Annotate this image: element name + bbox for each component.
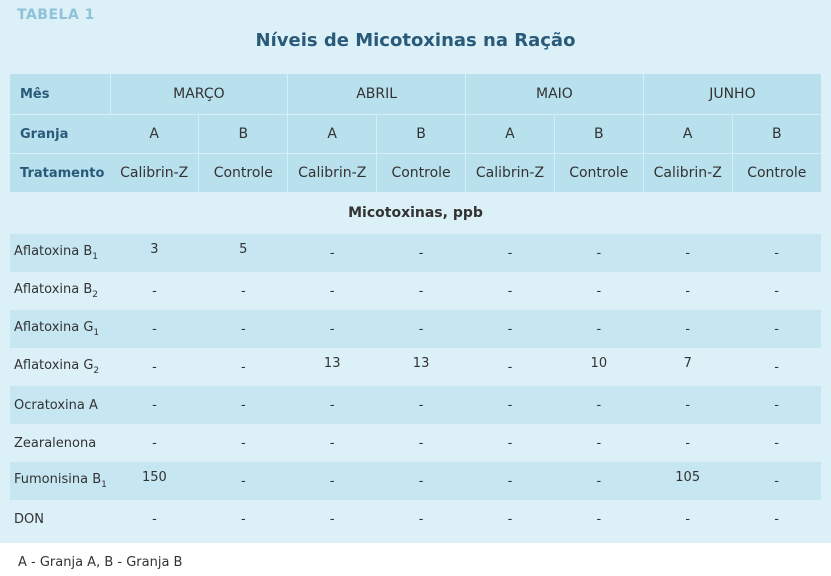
value-cell: - bbox=[554, 234, 643, 272]
treatment-cell: Calibrin-Z bbox=[110, 154, 199, 193]
value-cell: - bbox=[732, 348, 821, 386]
table-row bbox=[10, 424, 821, 462]
row-label-text: Fumonisina B bbox=[14, 472, 102, 487]
table-row bbox=[10, 386, 821, 424]
row-label bbox=[10, 386, 110, 424]
value-cell: - bbox=[466, 500, 555, 538]
value-cell: 10 bbox=[554, 348, 643, 386]
month-header: JUNHO bbox=[643, 74, 821, 115]
data-body bbox=[10, 234, 821, 538]
value-cell: - bbox=[199, 500, 288, 538]
value-cell: - bbox=[377, 272, 466, 310]
value-cell: - bbox=[466, 424, 555, 462]
row-label-subscript: 2 bbox=[93, 366, 100, 376]
row-label bbox=[10, 272, 110, 310]
value-cell: 3 bbox=[110, 234, 199, 272]
treatment-cell: Controle bbox=[732, 154, 821, 193]
table-row bbox=[10, 348, 821, 386]
value-cell: - bbox=[199, 272, 288, 310]
treatment-cell: Calibrin-Z bbox=[466, 154, 555, 193]
month-row bbox=[10, 74, 821, 115]
value-cell: - bbox=[288, 234, 377, 272]
table-row bbox=[10, 234, 821, 272]
footnote: A - Granja A, B - Granja B bbox=[18, 555, 183, 570]
value-cell: - bbox=[732, 462, 821, 500]
treatment-row bbox=[10, 154, 821, 193]
value-cell: - bbox=[732, 424, 821, 462]
granja-cell: B bbox=[732, 115, 821, 154]
value-cell: - bbox=[110, 272, 199, 310]
value-cell: - bbox=[110, 386, 199, 424]
value-cell: - bbox=[110, 424, 199, 462]
value-cell: - bbox=[643, 500, 732, 538]
value-cell: - bbox=[466, 272, 555, 310]
granja-cell: A bbox=[110, 115, 199, 154]
row-label-text: Aflatoxina G bbox=[14, 320, 94, 335]
value-cell: - bbox=[199, 424, 288, 462]
treatment-label: Tratamento bbox=[10, 154, 110, 193]
table-row bbox=[10, 272, 821, 310]
value-cell: - bbox=[732, 234, 821, 272]
value-cell: - bbox=[732, 500, 821, 538]
value-cell: - bbox=[554, 386, 643, 424]
value-cell: - bbox=[199, 310, 288, 348]
treatment-cell: Calibrin-Z bbox=[288, 154, 377, 193]
granja-row bbox=[10, 115, 821, 154]
table-tag: TABELA 1 bbox=[17, 7, 95, 23]
value-cell: - bbox=[554, 424, 643, 462]
value-cell: - bbox=[466, 462, 555, 500]
value-cell: - bbox=[288, 424, 377, 462]
value-cell: - bbox=[732, 310, 821, 348]
mycotoxin-table bbox=[10, 74, 821, 538]
treatment-cell: Controle bbox=[199, 154, 288, 193]
row-label bbox=[10, 310, 110, 348]
value-cell: - bbox=[732, 386, 821, 424]
value-cell: - bbox=[554, 310, 643, 348]
table-title: Níveis de Micotoxinas na Ração bbox=[255, 30, 576, 51]
value-cell: - bbox=[732, 272, 821, 310]
value-cell: - bbox=[554, 500, 643, 538]
value-cell: - bbox=[377, 500, 466, 538]
value-cell: 105 bbox=[643, 462, 732, 500]
row-label bbox=[10, 348, 110, 386]
row-label-subscript: 1 bbox=[92, 252, 98, 262]
value-cell: 150 bbox=[110, 462, 199, 500]
month-header: ABRIL bbox=[288, 74, 466, 115]
value-cell: - bbox=[377, 424, 466, 462]
value-cell: - bbox=[466, 310, 555, 348]
treatment-cell: Controle bbox=[377, 154, 466, 193]
value-cell: - bbox=[377, 310, 466, 348]
row-label-text: Aflatoxina B bbox=[14, 282, 93, 297]
value-cell: - bbox=[643, 272, 732, 310]
value-cell: - bbox=[643, 424, 732, 462]
granja-label: Granja bbox=[10, 115, 110, 154]
value-cell: - bbox=[377, 234, 466, 272]
row-label-text: Ocratoxina A bbox=[14, 397, 98, 413]
value-cell: 5 bbox=[199, 234, 288, 272]
row-label-subscript: 2 bbox=[92, 290, 98, 300]
row-label-text: Aflatoxina B bbox=[14, 244, 93, 259]
value-cell: - bbox=[288, 310, 377, 348]
value-cell: - bbox=[466, 386, 555, 424]
value-cell: - bbox=[199, 386, 288, 424]
row-label bbox=[10, 462, 110, 500]
row-label-text: Aflatoxina G bbox=[14, 358, 94, 373]
value-cell: 7 bbox=[643, 348, 732, 386]
table-row bbox=[10, 462, 821, 500]
value-cell: - bbox=[466, 348, 555, 386]
value-cell: - bbox=[554, 462, 643, 500]
value-cell: - bbox=[288, 386, 377, 424]
granja-cell: A bbox=[466, 115, 555, 154]
table-row bbox=[10, 500, 821, 538]
value-cell: - bbox=[377, 386, 466, 424]
month-header: MAIO bbox=[466, 74, 644, 115]
value-cell: - bbox=[199, 462, 288, 500]
granja-cell: B bbox=[554, 115, 643, 154]
row-label bbox=[10, 500, 110, 538]
granja-cell: B bbox=[199, 115, 288, 154]
row-label bbox=[10, 234, 110, 272]
granja-cell: A bbox=[643, 115, 732, 154]
value-cell: - bbox=[377, 462, 466, 500]
treatment-cell: Calibrin-Z bbox=[643, 154, 732, 193]
value-cell: - bbox=[643, 310, 732, 348]
month-label: Mês bbox=[10, 74, 110, 115]
value-cell: - bbox=[110, 348, 199, 386]
value-cell: - bbox=[199, 348, 288, 386]
treatment-cell: Controle bbox=[554, 154, 643, 193]
value-cell: - bbox=[466, 234, 555, 272]
row-label-subscript: 1 bbox=[93, 328, 100, 338]
month-header: MARÇO bbox=[110, 74, 288, 115]
value-cell: - bbox=[110, 310, 199, 348]
row-label bbox=[10, 424, 110, 462]
granja-cell: B bbox=[377, 115, 466, 154]
value-cell: - bbox=[288, 272, 377, 310]
value-cell: - bbox=[288, 500, 377, 538]
section-row bbox=[10, 192, 821, 234]
value-cell: - bbox=[110, 500, 199, 538]
row-label-text: Zearalenona bbox=[14, 435, 97, 451]
value-cell: - bbox=[643, 234, 732, 272]
granja-cell: A bbox=[288, 115, 377, 154]
value-cell: - bbox=[643, 386, 732, 424]
value-cell: - bbox=[288, 462, 377, 500]
value-cell: - bbox=[554, 272, 643, 310]
value-cell: 13 bbox=[377, 348, 466, 386]
section-label: Micotoxinas, ppb bbox=[10, 192, 821, 234]
row-label-subscript: 1 bbox=[101, 480, 107, 490]
row-label-text: DON bbox=[14, 511, 44, 527]
value-cell: 13 bbox=[288, 348, 377, 386]
table-row bbox=[10, 310, 821, 348]
